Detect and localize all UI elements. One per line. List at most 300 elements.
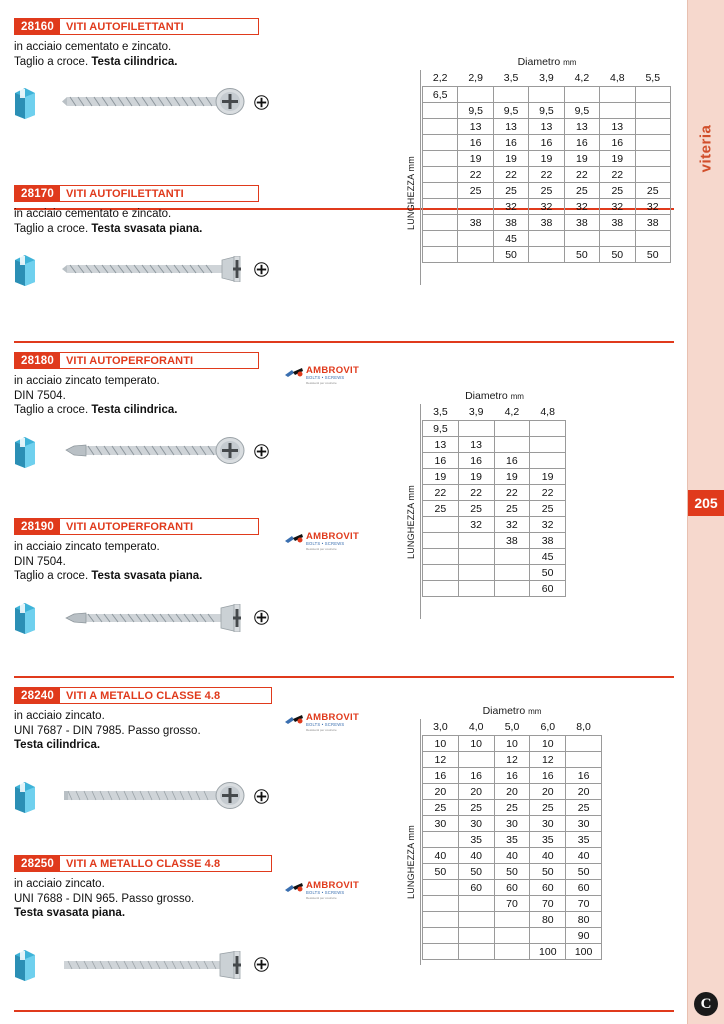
brand-tagline: Resistenti per costruire bbox=[306, 381, 337, 385]
length-cell: 16 bbox=[530, 768, 566, 784]
length-cell: 19 bbox=[600, 151, 635, 167]
length-cell: 25 bbox=[494, 800, 530, 816]
length-cell: 13 bbox=[458, 119, 493, 135]
length-cell bbox=[458, 896, 494, 912]
product-28170[interactable] bbox=[14, 185, 394, 302]
length-cell: 80 bbox=[530, 912, 566, 928]
desc-line-2-text: Taglio a croce. bbox=[14, 222, 89, 235]
code-bar bbox=[14, 352, 259, 369]
screw-image bbox=[62, 951, 262, 979]
length-cell: 38 bbox=[493, 215, 528, 231]
length-cell: 22 bbox=[493, 167, 528, 183]
length-cell: 19 bbox=[493, 151, 528, 167]
table-row bbox=[423, 912, 602, 928]
package-icon bbox=[14, 600, 36, 634]
length-cell: 45 bbox=[530, 549, 566, 565]
table-row bbox=[423, 880, 602, 896]
table-1-grid bbox=[422, 70, 671, 263]
lunghezza-label: LUNGHEZZA mm bbox=[406, 485, 416, 559]
product-title: VITI AUTOFILETTANTI bbox=[65, 187, 184, 200]
package-icon bbox=[14, 252, 36, 286]
length-cell bbox=[494, 549, 530, 565]
product-description bbox=[14, 709, 274, 753]
length-cell bbox=[423, 581, 459, 597]
length-cell bbox=[530, 928, 566, 944]
length-cell bbox=[423, 119, 458, 135]
table-row bbox=[423, 167, 671, 183]
length-cell bbox=[458, 944, 494, 960]
brand-subtitle: BOLTS • SCREWS bbox=[306, 722, 345, 727]
product-illustration bbox=[14, 588, 394, 650]
length-cell: 16 bbox=[529, 135, 564, 151]
length-cell: 13 bbox=[458, 437, 494, 453]
desc-bold: Testa cilindrica. bbox=[91, 55, 178, 68]
cross-drive-icon bbox=[254, 444, 269, 459]
product-code: 28170 bbox=[15, 186, 60, 201]
length-cell: 25 bbox=[530, 800, 566, 816]
section-divider bbox=[14, 341, 674, 343]
corner-logo: C bbox=[694, 992, 718, 1016]
table-3-axis bbox=[420, 719, 421, 965]
diameter-header-cell: 4,2 bbox=[564, 70, 599, 87]
length-cell: 19 bbox=[529, 151, 564, 167]
table-row bbox=[423, 247, 671, 263]
desc-line-2: UNI 7688 - DIN 965. Passo grosso. bbox=[14, 892, 195, 905]
size-table-3 bbox=[400, 705, 602, 960]
length-cell: 12 bbox=[530, 752, 566, 768]
diametro-unit: mm bbox=[528, 707, 542, 716]
length-cell bbox=[566, 752, 602, 768]
length-cell bbox=[529, 87, 564, 103]
table-row bbox=[423, 151, 671, 167]
length-cell bbox=[458, 421, 494, 437]
length-cell bbox=[529, 247, 564, 263]
desc-line-1: in acciaio zincato temperato. bbox=[14, 375, 160, 387]
desc-line-3-text: Taglio a croce. bbox=[14, 570, 89, 582]
length-cell: 20 bbox=[566, 784, 602, 800]
length-cell: 22 bbox=[564, 167, 599, 183]
length-cell bbox=[458, 752, 494, 768]
length-cell: 16 bbox=[458, 135, 493, 151]
diameter-header-cell: 3,5 bbox=[423, 404, 459, 421]
length-cell: 19 bbox=[494, 469, 530, 485]
length-cell: 90 bbox=[566, 928, 602, 944]
diameter-header-cell: 3,0 bbox=[423, 719, 459, 736]
length-cell bbox=[458, 928, 494, 944]
desc-line-1: in acciaio cementato e zincato. bbox=[14, 41, 172, 53]
length-cell: 30 bbox=[566, 816, 602, 832]
table-row bbox=[423, 183, 671, 199]
length-cell bbox=[423, 247, 458, 263]
length-cell bbox=[458, 912, 494, 928]
screw-image bbox=[62, 436, 262, 466]
brand-subtitle: BOLTS • SCREWS bbox=[306, 541, 345, 546]
length-cell: 40 bbox=[566, 848, 602, 864]
length-cell bbox=[566, 736, 602, 752]
product-description bbox=[14, 207, 274, 236]
desc-bold: Testa svasata piana. bbox=[14, 907, 126, 919]
table-row bbox=[423, 549, 566, 565]
table-row bbox=[423, 199, 671, 215]
ambrovit-mark-icon bbox=[284, 533, 304, 545]
product-title: VITI A METALLO CLASSE 4.8 bbox=[65, 857, 221, 870]
length-cell: 40 bbox=[530, 848, 566, 864]
screw-image bbox=[62, 781, 262, 811]
length-cell: 35 bbox=[566, 832, 602, 848]
length-cell bbox=[458, 87, 493, 103]
length-cell bbox=[458, 565, 494, 581]
length-cell: 70 bbox=[494, 896, 530, 912]
package-icon bbox=[14, 85, 36, 119]
length-cell: 10 bbox=[530, 736, 566, 752]
product-28240[interactable] bbox=[14, 687, 394, 829]
length-cell: 16 bbox=[494, 768, 530, 784]
table-1-axis bbox=[420, 70, 421, 285]
page-number: 205 bbox=[688, 490, 724, 516]
length-cell: 35 bbox=[458, 832, 494, 848]
length-cell: 45 bbox=[493, 231, 528, 247]
brand-name: AMBROVIT bbox=[306, 712, 360, 723]
table-row bbox=[423, 581, 566, 597]
length-cell: 16 bbox=[423, 453, 459, 469]
table-row bbox=[423, 736, 602, 752]
table-2-header bbox=[422, 390, 567, 402]
table-1-header bbox=[422, 56, 672, 68]
cross-drive-icon bbox=[254, 610, 269, 625]
length-cell: 25 bbox=[529, 183, 564, 199]
table-row bbox=[423, 848, 602, 864]
brand-name: AMBROVIT bbox=[306, 365, 360, 376]
section-divider bbox=[14, 1010, 674, 1012]
product-illustration bbox=[14, 935, 394, 997]
length-cell bbox=[423, 549, 459, 565]
length-cell: 22 bbox=[529, 167, 564, 183]
ambrovit-mark-icon bbox=[284, 714, 304, 726]
length-cell bbox=[423, 103, 458, 119]
length-cell: 22 bbox=[600, 167, 635, 183]
length-cell: 25 bbox=[458, 501, 494, 517]
length-cell bbox=[423, 215, 458, 231]
length-cell: 100 bbox=[566, 944, 602, 960]
length-cell: 9,5 bbox=[564, 103, 599, 119]
length-cell: 13 bbox=[493, 119, 528, 135]
length-cell: 50 bbox=[600, 247, 635, 263]
length-cell: 22 bbox=[530, 485, 566, 501]
length-cell bbox=[530, 437, 566, 453]
length-cell bbox=[494, 565, 530, 581]
size-table-2 bbox=[400, 390, 567, 597]
product-title: VITI A METALLO CLASSE 4.8 bbox=[65, 689, 221, 702]
table-row bbox=[423, 103, 671, 119]
desc-line-1: in acciaio zincato. bbox=[14, 878, 105, 890]
length-cell: 35 bbox=[530, 832, 566, 848]
length-cell bbox=[529, 231, 564, 247]
table-3-header bbox=[422, 705, 602, 717]
table-row bbox=[423, 533, 566, 549]
length-cell: 60 bbox=[566, 880, 602, 896]
table-header-row bbox=[423, 719, 602, 736]
length-cell: 13 bbox=[564, 119, 599, 135]
length-cell bbox=[494, 928, 530, 944]
length-cell bbox=[635, 231, 670, 247]
diameter-header-cell: 5,0 bbox=[494, 719, 530, 736]
desc-bold: Testa cilindrica. bbox=[14, 739, 101, 751]
length-cell: 13 bbox=[600, 119, 635, 135]
length-cell: 32 bbox=[635, 199, 670, 215]
table-header-row bbox=[423, 70, 671, 87]
screw-image bbox=[62, 87, 262, 117]
length-cell: 60 bbox=[458, 880, 494, 896]
ambrovit-mark-icon bbox=[284, 367, 304, 379]
length-cell bbox=[458, 247, 493, 263]
length-cell: 38 bbox=[600, 215, 635, 231]
diameter-header-cell: 2,2 bbox=[423, 70, 458, 87]
table-row bbox=[423, 816, 602, 832]
table-row bbox=[423, 768, 602, 784]
table-header-row bbox=[423, 404, 566, 421]
code-bar bbox=[14, 18, 259, 35]
product-code: 28190 bbox=[15, 519, 60, 534]
length-cell: 38 bbox=[494, 533, 530, 549]
cross-drive-icon bbox=[254, 957, 269, 972]
package-icon bbox=[14, 779, 36, 813]
cross-drive-icon bbox=[254, 789, 269, 804]
length-cell: 32 bbox=[529, 199, 564, 215]
product-illustration bbox=[14, 240, 394, 302]
length-cell: 30 bbox=[530, 816, 566, 832]
diameter-header-cell: 8,0 bbox=[566, 719, 602, 736]
length-cell bbox=[423, 928, 459, 944]
length-cell: 19 bbox=[564, 151, 599, 167]
table-row bbox=[423, 784, 602, 800]
length-cell bbox=[635, 119, 670, 135]
table-row bbox=[423, 800, 602, 816]
length-cell: 12 bbox=[423, 752, 459, 768]
length-cell: 22 bbox=[423, 485, 459, 501]
length-cell: 25 bbox=[458, 183, 493, 199]
brand-subtitle: BOLTS • SCREWS bbox=[306, 890, 345, 895]
length-cell: 38 bbox=[635, 215, 670, 231]
desc-line-3 bbox=[14, 403, 274, 418]
length-cell bbox=[494, 581, 530, 597]
length-cell bbox=[423, 183, 458, 199]
code-bar bbox=[14, 855, 272, 872]
length-cell: 25 bbox=[423, 800, 459, 816]
table-2-axis bbox=[420, 404, 421, 619]
length-cell: 32 bbox=[494, 517, 530, 533]
table-row bbox=[423, 135, 671, 151]
length-cell: 16 bbox=[494, 453, 530, 469]
length-cell: 22 bbox=[458, 485, 494, 501]
section-divider bbox=[14, 676, 674, 678]
diametro-label: Diametro bbox=[482, 705, 526, 717]
ambrovit-logo bbox=[306, 366, 376, 388]
table-row bbox=[423, 864, 602, 880]
length-cell: 50 bbox=[635, 247, 670, 263]
length-cell: 38 bbox=[564, 215, 599, 231]
length-cell: 50 bbox=[564, 247, 599, 263]
length-cell: 16 bbox=[423, 768, 459, 784]
length-cell: 60 bbox=[530, 880, 566, 896]
lunghezza-label: LUNGHEZZA mm bbox=[406, 156, 416, 230]
length-cell: 20 bbox=[423, 784, 459, 800]
length-cell: 25 bbox=[566, 800, 602, 816]
length-cell: 16 bbox=[600, 135, 635, 151]
table-row bbox=[423, 119, 671, 135]
desc-line-2: DIN 7504. bbox=[14, 555, 66, 568]
length-cell: 40 bbox=[494, 848, 530, 864]
screw-image bbox=[62, 604, 262, 632]
length-cell bbox=[458, 231, 493, 247]
table-row bbox=[423, 485, 566, 501]
table-row bbox=[423, 437, 566, 453]
length-cell: 12 bbox=[494, 752, 530, 768]
length-cell: 16 bbox=[493, 135, 528, 151]
table-row bbox=[423, 565, 566, 581]
desc-line-1: in acciaio cementato e zincato. bbox=[14, 208, 172, 220]
table-row bbox=[423, 944, 602, 960]
length-cell bbox=[635, 103, 670, 119]
length-cell: 50 bbox=[423, 864, 459, 880]
length-cell: 38 bbox=[529, 215, 564, 231]
length-cell: 19 bbox=[458, 469, 494, 485]
product-title: VITI AUTOPERFORANTI bbox=[65, 520, 194, 533]
table-row bbox=[423, 517, 566, 533]
ambrovit-logo bbox=[306, 713, 376, 735]
length-cell bbox=[600, 87, 635, 103]
product-code: 28240 bbox=[15, 688, 60, 703]
length-cell: 19 bbox=[530, 469, 566, 485]
product-28160[interactable] bbox=[14, 18, 394, 135]
length-cell bbox=[635, 87, 670, 103]
diametro-unit: mm bbox=[510, 392, 524, 401]
length-cell bbox=[423, 944, 459, 960]
length-cell: 22 bbox=[494, 485, 530, 501]
diameter-header-cell: 5,5 bbox=[635, 70, 670, 87]
length-cell: 50 bbox=[566, 864, 602, 880]
product-illustration bbox=[14, 767, 394, 829]
length-cell: 10 bbox=[494, 736, 530, 752]
diameter-header-cell: 6,0 bbox=[530, 719, 566, 736]
brand-subtitle: BOLTS • SCREWS bbox=[306, 375, 345, 380]
length-cell: 32 bbox=[564, 199, 599, 215]
ambrovit-logo bbox=[306, 532, 376, 554]
length-cell: 50 bbox=[530, 864, 566, 880]
length-cell: 32 bbox=[458, 517, 494, 533]
length-cell: 20 bbox=[530, 784, 566, 800]
length-cell: 13 bbox=[423, 437, 459, 453]
length-cell bbox=[530, 421, 566, 437]
length-cell: 9,5 bbox=[458, 103, 493, 119]
table-row bbox=[423, 421, 566, 437]
table-row bbox=[423, 453, 566, 469]
length-cell: 30 bbox=[458, 816, 494, 832]
length-cell: 80 bbox=[566, 912, 602, 928]
desc-line-2-text: Taglio a croce. bbox=[14, 55, 89, 68]
length-cell bbox=[635, 151, 670, 167]
table-row bbox=[423, 832, 602, 848]
length-cell: 16 bbox=[458, 453, 494, 469]
product-illustration bbox=[14, 73, 394, 135]
package-icon bbox=[14, 947, 36, 981]
length-cell: 16 bbox=[566, 768, 602, 784]
length-cell: 60 bbox=[530, 581, 566, 597]
length-cell: 35 bbox=[494, 832, 530, 848]
length-cell bbox=[635, 135, 670, 151]
length-cell bbox=[423, 199, 458, 215]
length-cell: 25 bbox=[493, 183, 528, 199]
product-illustration bbox=[14, 422, 394, 484]
product-28250[interactable] bbox=[14, 855, 394, 997]
length-cell: 19 bbox=[458, 151, 493, 167]
length-cell: 50 bbox=[493, 247, 528, 263]
length-cell bbox=[423, 832, 459, 848]
brand-tagline: Resistenti per costruire bbox=[306, 547, 337, 551]
length-cell: 25 bbox=[600, 183, 635, 199]
length-cell: 25 bbox=[530, 501, 566, 517]
desc-line-3 bbox=[14, 906, 274, 921]
table-row bbox=[423, 469, 566, 485]
length-cell bbox=[564, 87, 599, 103]
product-description bbox=[14, 540, 274, 584]
desc-line-2 bbox=[14, 222, 274, 237]
desc-line-1: in acciaio zincato. bbox=[14, 710, 105, 722]
length-cell bbox=[635, 167, 670, 183]
brand-tagline: Resistenti per costruire bbox=[306, 728, 337, 732]
desc-bold: Testa svasata piana. bbox=[91, 222, 203, 235]
table-2-grid bbox=[422, 404, 566, 597]
product-28190[interactable] bbox=[14, 518, 394, 650]
length-cell: 25 bbox=[494, 501, 530, 517]
length-cell: 9,5 bbox=[423, 421, 459, 437]
table-row bbox=[423, 752, 602, 768]
length-cell: 38 bbox=[530, 533, 566, 549]
length-cell: 70 bbox=[530, 896, 566, 912]
desc-bold: Testa svasata piana. bbox=[91, 570, 203, 582]
desc-line-3-text: Taglio a croce. bbox=[14, 404, 89, 416]
table-row bbox=[423, 215, 671, 231]
diameter-header-cell: 4,8 bbox=[530, 404, 566, 421]
length-cell bbox=[458, 581, 494, 597]
length-cell bbox=[493, 87, 528, 103]
length-cell bbox=[423, 135, 458, 151]
table-row bbox=[423, 231, 671, 247]
length-cell: 25 bbox=[423, 501, 459, 517]
product-28180[interactable] bbox=[14, 352, 394, 484]
length-cell: 10 bbox=[423, 736, 459, 752]
product-title: VITI AUTOFILETTANTI bbox=[65, 20, 184, 33]
diameter-header-cell: 3,9 bbox=[458, 404, 494, 421]
product-description bbox=[14, 374, 274, 418]
length-cell bbox=[600, 231, 635, 247]
length-cell: 50 bbox=[494, 864, 530, 880]
length-cell bbox=[423, 896, 459, 912]
diameter-header-cell: 3,5 bbox=[493, 70, 528, 87]
side-tab-label: viteria bbox=[697, 124, 715, 173]
length-cell bbox=[423, 517, 459, 533]
code-bar bbox=[14, 687, 272, 704]
length-cell bbox=[494, 421, 530, 437]
diameter-header-cell: 4,0 bbox=[458, 719, 494, 736]
length-cell: 30 bbox=[494, 816, 530, 832]
length-cell: 13 bbox=[529, 119, 564, 135]
desc-line-2: DIN 7504. bbox=[14, 389, 66, 402]
length-cell: 38 bbox=[458, 215, 493, 231]
size-table-1 bbox=[400, 56, 672, 263]
table-3-grid bbox=[422, 719, 602, 960]
length-cell bbox=[423, 151, 458, 167]
screw-image bbox=[62, 256, 262, 282]
